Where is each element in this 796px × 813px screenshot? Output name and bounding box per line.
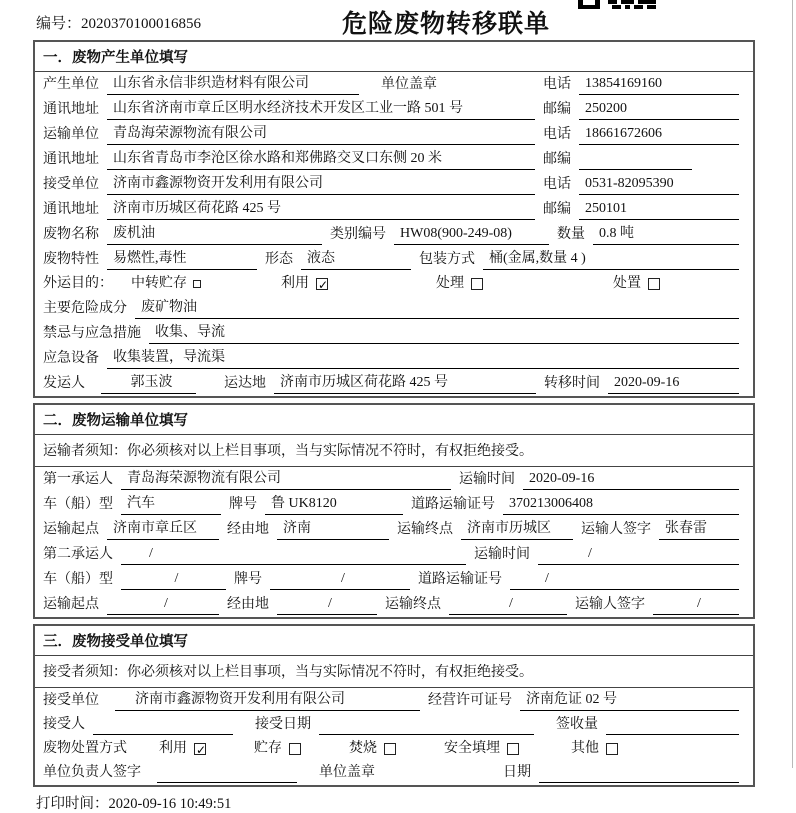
field-label: 接受单位 [43, 693, 99, 708]
checkbox-label: 处理 [436, 276, 464, 291]
field-value: 2020-09-16 [608, 373, 739, 394]
field-label: 禁忌与应急措施 [43, 326, 141, 341]
field-label: 单位盖章 [319, 765, 375, 780]
field-label: 电话 [543, 177, 571, 192]
field-label: 单位盖章 [381, 77, 437, 92]
field-label: 包装方式 [419, 252, 475, 267]
field-value: / [107, 594, 219, 615]
form-row [35, 371, 753, 396]
field-label: 产生单位 [43, 77, 99, 92]
checkbox-item [159, 739, 206, 759]
form-row [35, 592, 753, 617]
checkbox-unchecked-icon [648, 278, 660, 290]
field-value: 收集、导流 [149, 323, 739, 344]
field-label: 道路运输证号 [418, 572, 502, 587]
form-row [35, 567, 753, 592]
field-label: 牌号 [234, 572, 262, 587]
field-label: 通讯地址 [43, 152, 99, 167]
field-label: 单位负责人签字 [43, 765, 141, 780]
field-value: 13854169160 [579, 74, 739, 95]
form-row [35, 542, 753, 567]
checkbox-item [613, 274, 660, 294]
field-label: 日期 [503, 765, 531, 780]
document-header [0, 0, 796, 40]
field-group [43, 199, 543, 220]
field-label: 运输单位 [43, 127, 99, 142]
field-label: 外运目的： [43, 276, 113, 291]
field-group [43, 149, 543, 170]
field-group [43, 174, 543, 195]
checkbox-item [444, 739, 519, 759]
serial-value: 2020370100016856 [81, 16, 202, 32]
form-row [35, 321, 753, 346]
form-row [35, 122, 753, 147]
form-row [35, 272, 753, 296]
checkbox-label: 利用 [159, 741, 187, 756]
section-3 [33, 624, 755, 787]
field-label: 电话 [543, 127, 571, 142]
field-value: 18661672606 [579, 124, 739, 145]
field-value: 济南市历城区 [461, 519, 573, 540]
checkbox-item [254, 739, 301, 759]
form-row [35, 761, 753, 785]
field-group [43, 74, 543, 95]
form-row [35, 467, 753, 492]
field-value: / [538, 544, 739, 565]
field-value [539, 763, 739, 783]
field-label: 电话 [543, 77, 571, 92]
field-label: 接受单位 [43, 177, 99, 192]
field-label: 经营许可证号 [428, 693, 512, 708]
field-group [43, 124, 543, 145]
field-label: 道路运输证号 [411, 497, 495, 512]
form-row [35, 222, 753, 247]
serial-number [36, 12, 201, 33]
field-value: 0.8 吨 [593, 224, 739, 245]
field-value: 济南市历城区荷花路 425 号 [274, 373, 536, 394]
field-label: 第一承运人 [43, 472, 113, 487]
print-time-value: 2020-09-16 10:49:51 [108, 796, 232, 812]
page-title: 危险废物转移联单 [341, 10, 551, 38]
form-row [35, 713, 753, 737]
field-label: 形态 [265, 252, 293, 267]
field-label: 邮编 [543, 152, 571, 167]
section-title: 三．废物接受单位填写 [35, 626, 753, 656]
checkbox-checked-icon [194, 743, 206, 755]
field-value: / [449, 594, 567, 615]
field-value [319, 715, 534, 735]
checkbox-label: 利用 [281, 276, 309, 291]
section-notice: 运输者须知：你必须核对以上栏目事项，当与实际情况不符时，有权拒绝接受。 [35, 435, 753, 467]
field-value: 收集装置，导流渠 [107, 348, 739, 369]
field-label: 车（船）型 [43, 572, 113, 587]
field-label: 转移时间 [544, 376, 600, 391]
field-value: / [121, 569, 226, 590]
field-value [606, 715, 739, 735]
field-value: 液态 [301, 249, 411, 270]
field-value: 250101 [579, 199, 739, 220]
field-value: / [510, 569, 739, 590]
field-label: 发运人 [43, 376, 85, 391]
field-group [43, 99, 543, 120]
section-title: 一．废物产生单位填写 [35, 42, 753, 72]
field-value: 山东省青岛市李沧区徐水路和郑佛路交叉口东侧 20 米 [107, 149, 535, 170]
field-value: 济南市鑫源物资开发利用有限公司 [107, 174, 535, 195]
form-row [35, 688, 753, 713]
field-label: 运输时间 [459, 472, 515, 487]
field-value: 桶(金属,数量 4 ) [483, 249, 739, 270]
field-value: / [653, 594, 739, 615]
field-value: 250200 [579, 99, 739, 120]
form-row [35, 147, 753, 172]
field-value: 青岛海荣源物流有限公司 [107, 124, 535, 145]
form-row [35, 737, 753, 761]
field-label: 车（船）型 [43, 497, 113, 512]
field-label: 接受人 [43, 717, 85, 732]
field-label: 运输人签字 [581, 522, 651, 537]
field-value: 汽车 [121, 494, 221, 515]
field-value: 张春雷 [659, 519, 739, 540]
field-label: 运达地 [224, 376, 266, 391]
field-label: 运输终点 [385, 597, 441, 612]
checkbox-label: 处置 [613, 276, 641, 291]
form-row [35, 517, 753, 542]
checkbox-item [436, 274, 483, 294]
field-label: 类别编号 [330, 227, 386, 242]
checkbox-unchecked-icon [471, 278, 483, 290]
field-value: 易燃性,毒性 [107, 249, 257, 270]
field-value: 济南市章丘区 [107, 519, 219, 540]
checkbox-unchecked-icon [384, 743, 396, 755]
field-label: 经由地 [227, 597, 269, 612]
field-label: 废物名称 [43, 227, 99, 242]
field-value [93, 715, 233, 735]
field-value: 山东省永信非织造材料有限公司 [107, 74, 359, 95]
checkbox-checked-icon [316, 278, 328, 290]
field-value: 鲁 UK8120 [265, 494, 403, 515]
section-title: 二．废物运输单位填写 [35, 405, 753, 435]
field-label: 通讯地址 [43, 102, 99, 117]
section-2 [33, 403, 755, 619]
checkbox-label: 贮存 [254, 741, 282, 756]
field-value: HW08(900-249-08) [394, 224, 549, 245]
checkbox-label: 安全填埋 [444, 741, 500, 756]
print-time-label: 打印时间： [36, 796, 109, 812]
form-row [35, 97, 753, 122]
checkbox-label: 焚烧 [349, 741, 377, 756]
field-value: 370213006408 [503, 494, 739, 515]
field-label: 应急设备 [43, 351, 99, 366]
checkbox-unchecked-icon [507, 743, 519, 755]
field-label: 运输起点 [43, 522, 99, 537]
field-value: 济南市鑫源物资开发利用有限公司 [115, 690, 420, 711]
field-label: 签收量 [556, 717, 598, 732]
field-value: / [121, 544, 466, 565]
checkbox-item [349, 739, 396, 759]
field-label: 牌号 [229, 497, 257, 512]
field-label: 数量 [557, 227, 585, 242]
page-edge-line [792, 0, 793, 768]
field-value: 山东省济南市章丘区明水经济技术开发区工业一路 501 号 [107, 99, 535, 120]
form-row [35, 197, 753, 222]
field-value [579, 150, 692, 170]
field-label: 主要危险成分 [43, 301, 127, 316]
field-label: 邮编 [543, 102, 571, 117]
field-label: 运输时间 [474, 547, 530, 562]
checkbox-unchecked-icon [289, 743, 301, 755]
field-label: 经由地 [227, 522, 269, 537]
form-row [35, 296, 753, 321]
checkbox-item [281, 274, 328, 294]
field-label: 第二承运人 [43, 547, 113, 562]
field-label: 通讯地址 [43, 202, 99, 217]
document-form [33, 40, 755, 787]
field-value [157, 763, 297, 783]
qr-code-fragment [578, 0, 658, 10]
field-label: 运输起点 [43, 597, 99, 612]
checkbox-label: 中转贮存 [131, 276, 187, 291]
field-label: 废物处置方式 [43, 741, 127, 756]
section-1 [33, 40, 755, 398]
field-label: 运输终点 [397, 522, 453, 537]
field-label: 运输人签字 [575, 597, 645, 612]
checkbox-label: 其他 [571, 741, 599, 756]
checkbox-item [131, 274, 201, 294]
form-row [35, 172, 753, 197]
field-value: 济南危证 02 号 [520, 690, 739, 711]
field-value: 济南市历城区荷花路 425 号 [107, 199, 535, 220]
field-label: 废物特性 [43, 252, 99, 267]
checkbox-unchecked-icon [606, 743, 618, 755]
form-row [35, 247, 753, 272]
field-label: 邮编 [543, 202, 571, 217]
serial-label: 编号： [36, 16, 82, 32]
checkbox-item [571, 739, 618, 759]
field-value: 郭玉波 [101, 373, 196, 394]
field-label: 接受日期 [255, 717, 311, 732]
field-value: 济南 [277, 519, 389, 540]
form-row [35, 346, 753, 371]
form-row [35, 72, 753, 97]
field-value: 青岛海荣源物流有限公司 [121, 469, 451, 490]
section-notice: 接受者须知：你必须核对以上栏目事项，当与实际情况不符时，有权拒绝接受。 [35, 656, 753, 688]
print-time [36, 792, 796, 813]
form-row [35, 492, 753, 517]
field-value: 0531-82095390 [579, 174, 739, 195]
field-value: 废矿物油 [135, 298, 739, 319]
field-value: 废机油 [107, 224, 322, 245]
checkbox-unchecked-icon [193, 280, 201, 288]
field-value: 2020-09-16 [523, 469, 739, 490]
field-value: / [270, 569, 410, 590]
field-value: / [277, 594, 377, 615]
